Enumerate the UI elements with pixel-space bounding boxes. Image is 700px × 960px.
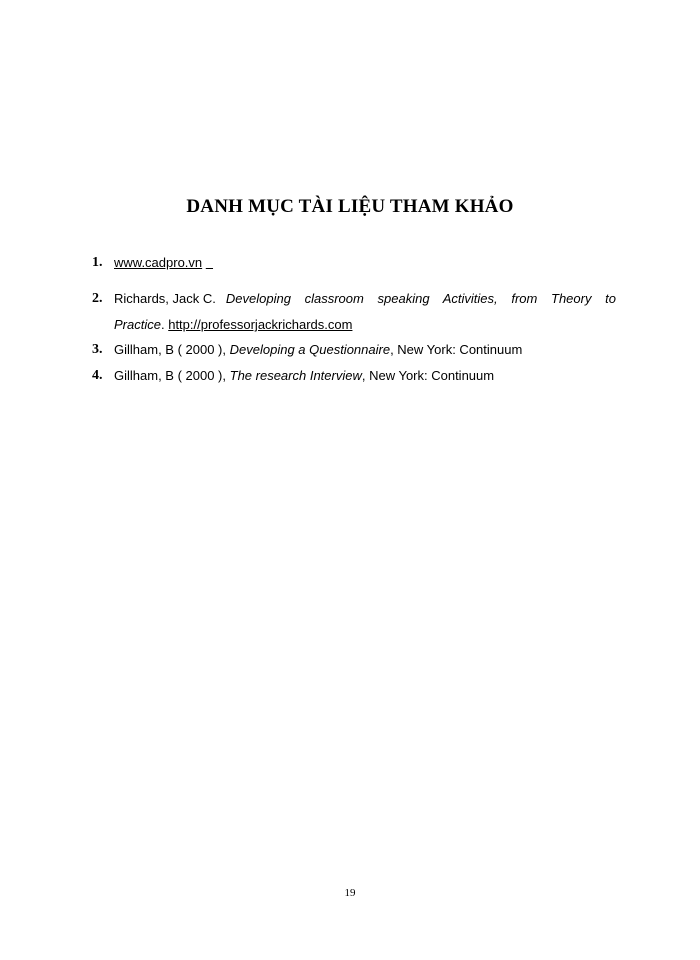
- reference-number: 3.: [92, 342, 103, 357]
- reference-author: Richards, Jack C.: [114, 291, 216, 306]
- reference-number: 4.: [92, 368, 103, 383]
- reference-item: [92, 337, 616, 363]
- reference-separator: .: [160, 317, 165, 332]
- reference-item: [92, 363, 616, 389]
- reference-item: [92, 286, 616, 338]
- reference-author: Gillham, B ( 2000 ),: [114, 368, 226, 383]
- reference-author: Gillham, B ( 2000 ),: [114, 342, 226, 357]
- reference-link[interactable]: www.cadpro.vn: [114, 255, 203, 270]
- reference-number: 2.: [92, 291, 103, 306]
- page-title: DANH MỤC TÀI LIỆU THAM KHẢO: [186, 196, 514, 217]
- reference-publisher: , New York: Continuum: [390, 342, 523, 357]
- reference-number: 1.: [92, 255, 103, 270]
- reference-title: Developing a Questionnaire: [229, 342, 391, 357]
- reference-title-continued: Practice: [114, 317, 161, 332]
- link-underline-trail: [206, 255, 213, 270]
- page-number: 19: [344, 887, 356, 899]
- reference-link[interactable]: http://professorjackrichards.com: [168, 317, 353, 332]
- reference-title: The research Interview: [229, 368, 362, 383]
- reference-item: [92, 250, 616, 276]
- reference-title: Developing classroom speaking Activities, from Theory to: [225, 291, 616, 306]
- reference-publisher: , New York: Continuum: [361, 368, 495, 383]
